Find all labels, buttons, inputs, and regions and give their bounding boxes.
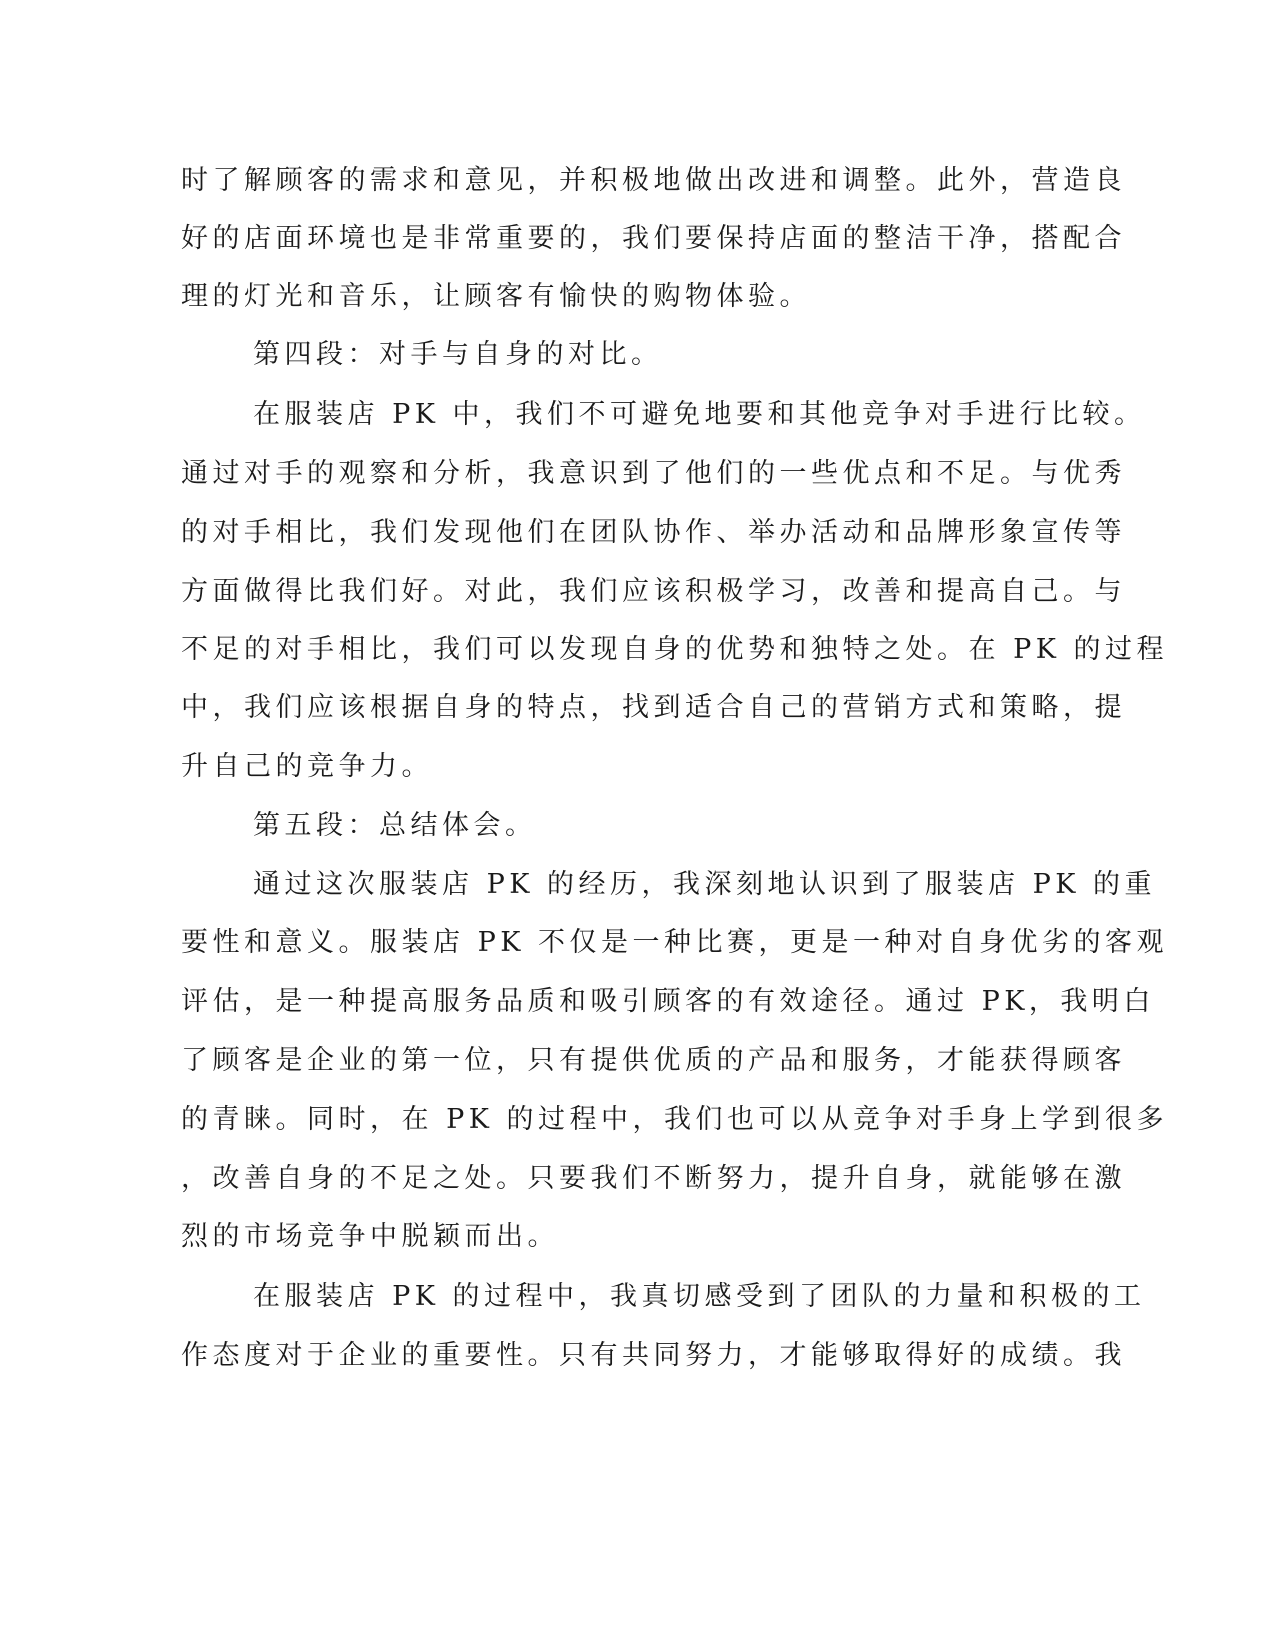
text-line: 通过这次服装店 PK 的经历，我深刻地认识到了服装店 PK 的重 — [253, 869, 1157, 900]
text-line: 评估，是一种提高服务品质和吸引顾客的有效途径。通过 PK，我明白 — [181, 986, 1155, 1017]
section-heading: 第五段：总结体会。 — [253, 810, 537, 841]
text-line: 理的灯光和音乐，让顾客有愉快的购物体验。 — [181, 281, 811, 312]
text-line: 的对手相比，我们发现他们在团队协作、举办活动和品牌形象宣传等 — [181, 517, 1126, 548]
text-line: 时了解顾客的需求和意见，并积极地做出改进和调整。此外，营造良 — [181, 165, 1126, 196]
text-line: 烈的市场竞争中脱颖而出。 — [181, 1221, 559, 1252]
text-line: 的青睐。同时，在 PK 的过程中，我们也可以从竞争对手身上学到很多 — [181, 1104, 1169, 1135]
text-line: 升自己的竞争力。 — [181, 751, 433, 782]
text-line: 好的店面环境也是非常重要的，我们要保持店面的整洁干净，搭配合 — [181, 223, 1126, 254]
text-line: 要性和意义。服装店 PK 不仅是一种比赛，更是一种对自身优劣的客观 — [181, 927, 1169, 958]
text-line: 中，我们应该根据自身的特点，找到适合自己的营销方式和策略，提 — [181, 692, 1126, 723]
text-line: 了顾客是企业的第一位，只有提供优质的产品和服务，才能获得顾客 — [181, 1045, 1126, 1076]
text-line: 不足的对手相比，我们可以发现自身的优势和独特之处。在 PK 的过程 — [181, 634, 1169, 665]
section-heading: 第四段：对手与自身的对比。 — [253, 339, 663, 370]
text-line: 通过对手的观察和分析，我意识到了他们的一些优点和不足。与优秀 — [181, 458, 1126, 489]
text-line: 作态度对于企业的重要性。只有共同努力，才能够取得好的成绩。我 — [181, 1340, 1126, 1371]
text-line: 在服装店 PK 中，我们不可避免地要和其他竞争对手进行比较。 — [253, 399, 1146, 430]
text-line: 方面做得比我们好。对此，我们应该积极学习，改善和提高自己。与 — [181, 576, 1126, 607]
text-line: ，改善自身的不足之处。只要我们不断努力，提升自身，就能够在激 — [181, 1163, 1126, 1194]
text-line: 在服装店 PK 的过程中，我真切感受到了团队的力量和积极的工 — [253, 1281, 1146, 1312]
